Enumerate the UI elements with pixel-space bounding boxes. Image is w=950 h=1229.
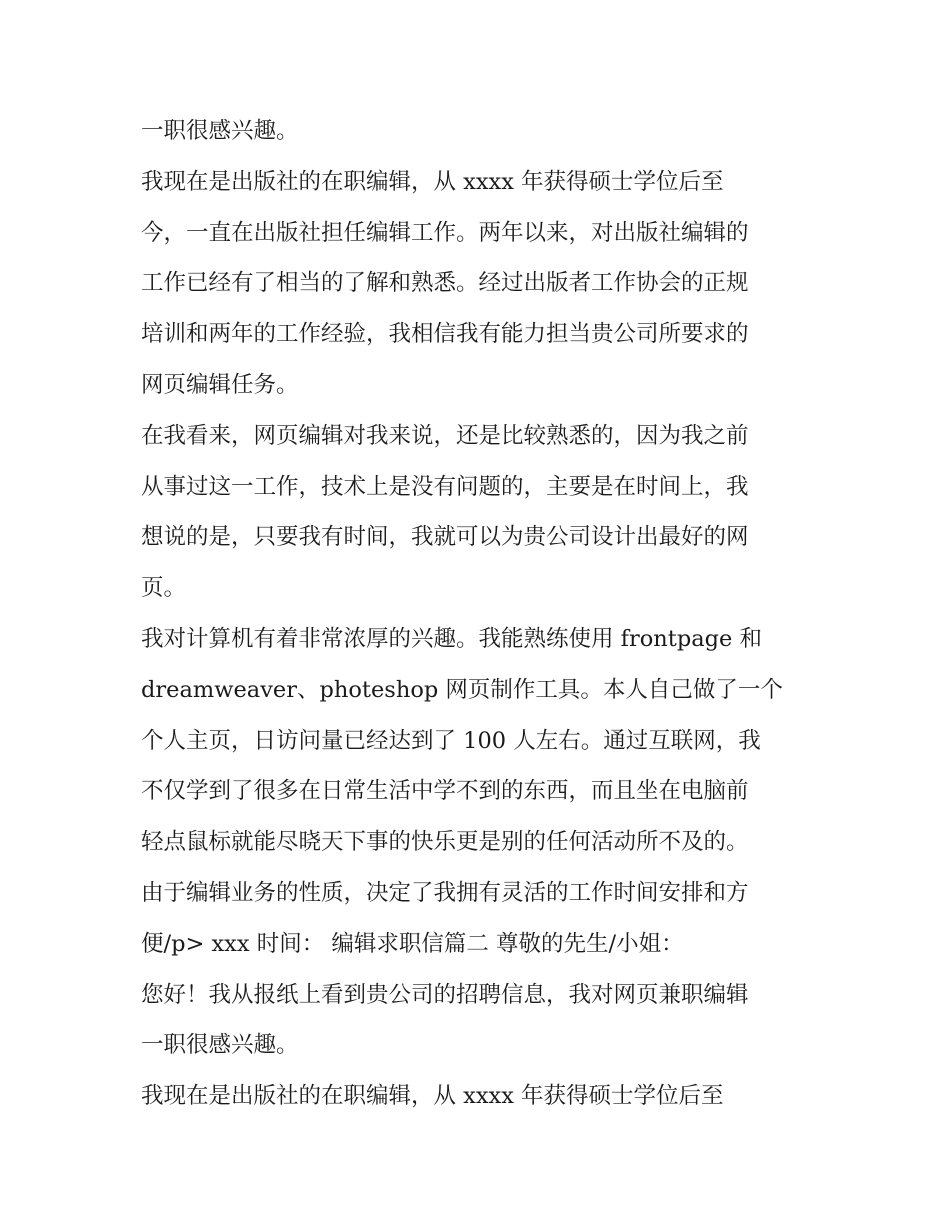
text-line: 一职很感兴趣。 [141, 118, 299, 144]
text-line: 培训和两年的工作经验，我相信我有能力担当贵公司所要求的 [141, 321, 749, 348]
text-line: 个人主页，日访问量已经达到了 100 人左右。通过互联网，我 [141, 727, 761, 754]
text-line: 由于编辑业务的性质，决定了我拥有灵活的工作时间安排和方 [141, 879, 749, 906]
body-text [141, 106, 821, 1122]
text-line: 网页编辑任务。 [141, 371, 299, 398]
text-line: 一职很感兴趣。 [141, 1032, 299, 1059]
text-line: dreamweaver、photeshop 网页制作工具。本人自己做了一个 [141, 676, 783, 703]
text-line: 工作已经有了相当的了解和熟悉。经过出版者工作协会的正规 [141, 270, 749, 297]
text-line: 页。 [141, 575, 187, 602]
text-line: 今，一直在出版社担任编辑工作。两年以来，对出版社编辑的 [141, 219, 749, 246]
text-line: 我现在是出版社的在职编辑，从 xxxx 年获得硕士学位后至 [141, 1083, 724, 1110]
text-line: 轻点鼠标就能尽晓天下事的快乐更是别的任何活动所不及的。 [141, 829, 749, 856]
text-line: 从事过这一工作，技术上是没有问题的，主要是在时间上，我 [141, 473, 749, 500]
text-line: 在我看来，网页编辑对我来说，还是比较熟悉的，因为我之前 [141, 422, 749, 449]
text-line: 您好！我从报纸上看到贵公司的招聘信息，我对网页兼职编辑 [141, 981, 749, 1008]
text-line: 不仅学到了很多在日常生活中学不到的东西，而且坐在电脑前 [141, 778, 749, 805]
text-line: 我对计算机有着非常浓厚的兴趣。我能熟练使用 frontpage 和 [141, 625, 763, 652]
text-line: 便/p> xxx 时间： 编辑求职信篇二 尊敬的先生/小姐： [141, 930, 684, 957]
text-line: 想说的是，只要我有时间，我就可以为贵公司设计出最好的网 [141, 524, 749, 551]
text-line: 我现在是出版社的在职编辑，从 xxxx 年获得硕士学位后至 [141, 168, 724, 195]
